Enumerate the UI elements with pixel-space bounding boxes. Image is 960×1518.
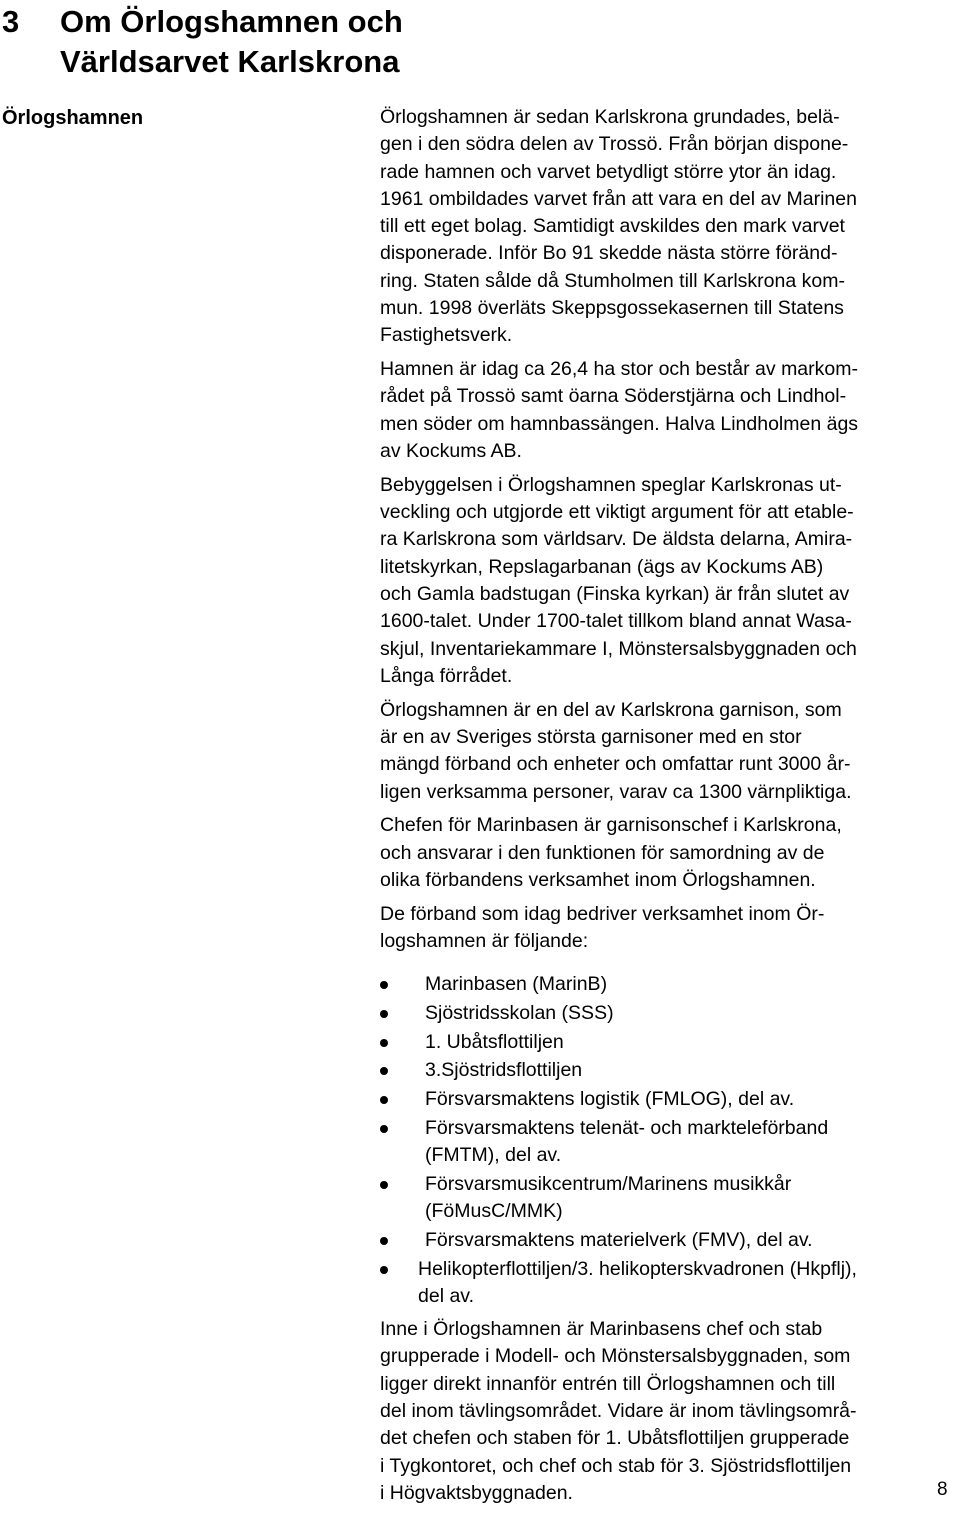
list-item xyxy=(380,1029,960,1056)
side-heading: Örlogshamnen xyxy=(2,107,144,129)
bullet-icon xyxy=(380,1010,388,1018)
text-line: veckling och utgjorde ett viktigt argument för att etable- xyxy=(380,501,854,524)
list-item xyxy=(380,1000,960,1027)
text-line: rade hamnen och varvet betydligt större ytor än idag. xyxy=(380,160,837,183)
paragraph xyxy=(380,697,960,806)
text-line: (FöMusC/MMK) xyxy=(425,1200,563,1223)
text-line: ligger direkt innanför entrén till Örlogshamnen och till xyxy=(380,1372,836,1395)
text-line: Försvarsmaktens telenät- och markteleförband xyxy=(425,1116,829,1139)
chapter-title-line: Världsarvet Karlskrona xyxy=(60,44,400,79)
text-line: Försvarsmaktens materielverk (FMV), del av. xyxy=(425,1228,813,1251)
text-line: mun. 1998 överläts Skeppsgossekasernen till Statens xyxy=(380,297,844,320)
text-line: Helikopterflottiljen/3. helikopterskvadronen (Hkpflj), xyxy=(418,1257,857,1280)
text-line: Marinbasen (MarinB) xyxy=(425,973,608,996)
text-line: grupperade i Modell- och Mönstersalsbyggnaden, som xyxy=(380,1345,851,1368)
page-number: 8 xyxy=(937,1479,948,1500)
paragraph xyxy=(380,104,960,350)
list-item xyxy=(380,1256,960,1311)
text-line: disponerade. Inför Bo 91 skedde nästa större föränd- xyxy=(380,242,838,265)
bullet-icon xyxy=(380,1125,388,1133)
text-line: Försvarsmaktens logistik (FMLOG), del av. xyxy=(425,1088,795,1111)
text-line: Långa förrådet. xyxy=(380,664,513,687)
bullet-icon xyxy=(380,981,388,989)
text-line: del inom tävlingsområdet. Vidare är inom tävlingsområ- xyxy=(380,1399,857,1422)
chapter-title xyxy=(60,2,940,82)
text-line: Fastighetsverk. xyxy=(380,324,513,347)
paragraph xyxy=(380,472,960,690)
text-line: det chefen och staben för 1. Ubåtsflottiljen grupperade xyxy=(380,1427,850,1450)
body-column xyxy=(380,104,960,1514)
text-line: 1. Ubåtsflottiljen xyxy=(425,1030,564,1053)
text-line: och ansvarar i den funktionen för samordning av de xyxy=(380,841,825,864)
text-line: 1961 ombildades varvet från att vara en del av Marinen xyxy=(380,187,857,210)
text-line: logshamnen är följande: xyxy=(380,930,589,953)
paragraphs-before-list xyxy=(380,104,960,955)
paragraph-after-list xyxy=(380,1316,960,1507)
text-line: olika förbandens verksamhet inom Örlogshamnen. xyxy=(380,869,816,892)
text-line: 3.Sjöstridsflottiljen xyxy=(425,1059,583,1082)
chapter-number: 3 xyxy=(2,4,20,39)
bullet-icon xyxy=(380,1181,388,1189)
text-line: litetskyrkan, Repslagarbanan (ägs av Kockums AB) xyxy=(380,555,824,578)
text-line: men söder om hamnbassängen. Halva Lindholmen ägs xyxy=(380,412,859,435)
text-line: Inne i Örlogshamnen är Marinbasens chef och stab xyxy=(380,1318,823,1341)
paragraph xyxy=(380,901,960,956)
text-line: Sjöstridsskolan (SSS) xyxy=(425,1002,614,1025)
text-line: Chefen för Marinbasen är garnisonschef i Karlskrona, xyxy=(380,814,842,837)
text-line: till ett eget bolag. Samtidigt avskildes den mark varvet xyxy=(380,215,845,238)
text-line: ring. Staten sålde då Stumholmen till Karlskrona kom- xyxy=(380,269,845,292)
text-line: (FMTM), del av. xyxy=(425,1144,562,1167)
text-line: skjul, Inventariekammare I, Mönstersalsbyggnaden och xyxy=(380,637,857,660)
chapter-title-line: Om Örlogshamnen och xyxy=(60,4,403,39)
text-line: Bebyggelsen i Örlogshamnen speglar Karlskronas ut- xyxy=(380,473,842,496)
paragraph xyxy=(380,812,960,894)
list-item xyxy=(380,1171,960,1226)
text-line: i Tygkontoret, och chef och stab för 3. Sjöstridsflottiljen xyxy=(380,1454,852,1477)
text-line: är en av Sveriges största garnisoner med en stor xyxy=(380,726,802,749)
text-line: och Gamla badstugan (Finska kyrkan) är från slutet av xyxy=(380,583,850,606)
list-item xyxy=(380,1115,960,1170)
bullet-icon xyxy=(380,1039,388,1047)
text-line: Örlogshamnen är sedan Karlskrona grundades, belä- xyxy=(380,106,840,128)
list-item xyxy=(380,1086,960,1113)
text-line: rådet på Trossö samt öarna Söderstjärna och Lindhol- xyxy=(380,385,847,408)
text-line: Försvarsmusikcentrum/Marinens musikkår xyxy=(425,1172,792,1195)
text-line: del av. xyxy=(418,1284,475,1307)
text-line: gen i den södra delen av Trossö. Från början dispone- xyxy=(380,133,849,156)
text-line: av Kockums AB. xyxy=(380,440,522,463)
text-line: ra Karlskrona som världsarv. De äldsta delarna, Amira- xyxy=(380,528,853,551)
text-line: De förband som idag bedriver verksamhet inom Ör- xyxy=(380,902,825,925)
list-item xyxy=(380,971,960,998)
bullet-list xyxy=(380,971,960,1310)
paragraph xyxy=(380,356,960,465)
text-line: ligen verksamma personer, varav ca 1300 värnpliktiga. xyxy=(380,780,852,803)
text-line: i Högvaktsbyggnaden. xyxy=(380,1481,573,1504)
bullet-icon xyxy=(380,1096,388,1104)
list-item xyxy=(380,1227,960,1254)
bullet-icon xyxy=(380,1266,388,1274)
text-line: Örlogshamnen är en del av Karlskrona garnison, som xyxy=(380,698,842,721)
text-line: 1600-talet. Under 1700-talet tillkom bland annat Wasa- xyxy=(380,610,852,633)
bullet-icon xyxy=(380,1067,388,1075)
bullet-icon xyxy=(380,1237,388,1245)
text-line: mängd förband och enheter och omfattar runt 3000 år- xyxy=(380,753,851,776)
list-item xyxy=(380,1057,960,1084)
text-line: Hamnen är idag ca 26,4 ha stor och består av markom- xyxy=(380,358,858,381)
